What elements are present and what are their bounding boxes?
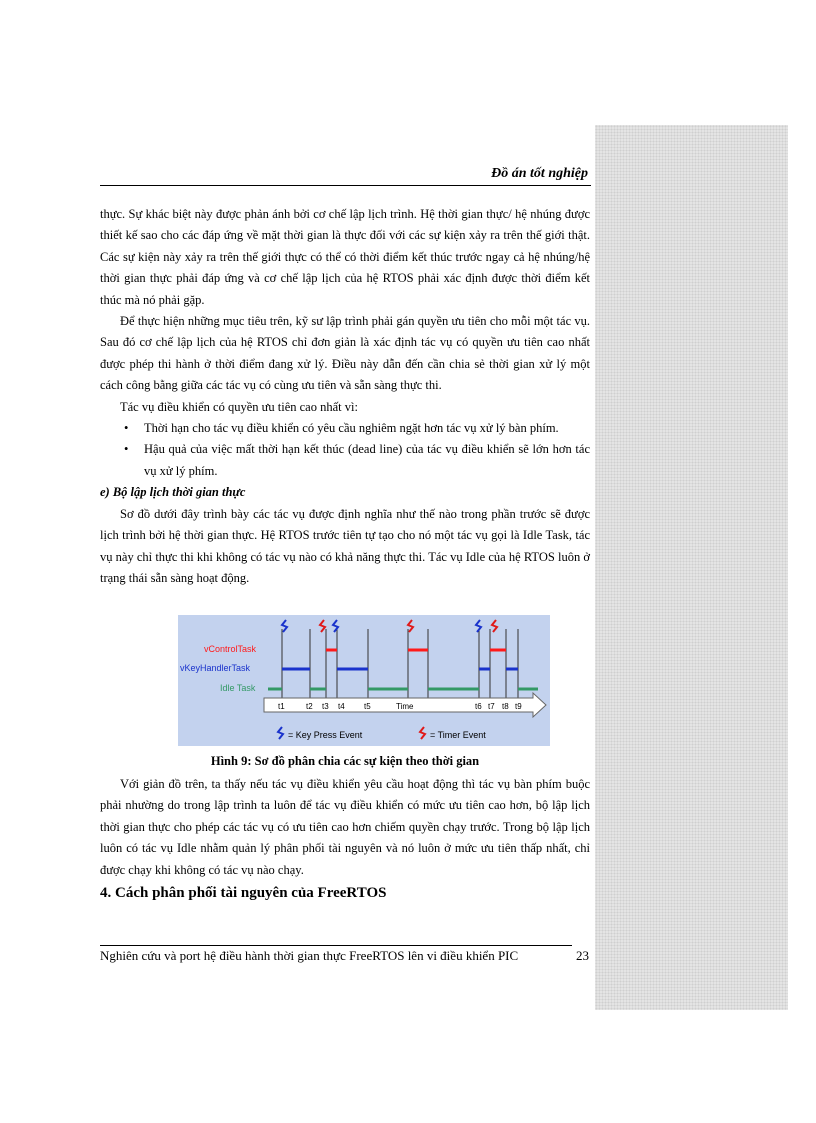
paragraph-3: Tác vụ điều khiển có quyền ưu tiên cao nhất vì: (120, 399, 358, 414)
task-label-key-handler: vKeyHandlerTask (180, 663, 251, 673)
paragraph-1: thực. Sự khác biệt này được phản ánh bởi cơ chế lập lịch trình. Hệ thời gian thực/ hệ nhúng được thiết kế sao cho các đáp ứng về mặt thời gian là thực đối với các sự kiện xảy ra trên thế giới thật. Các sự kiện này xảy ra trên thế giới thực có thể có thời điểm kết thúc trước ngay cả hệ nhúng/hệ thời gian thực phải đáp ứng và cơ chế lập lịch của hệ RTOS phải xác định được thời điểm kết thúc mà nó phải gặp. (100, 207, 590, 307)
timer-event-icon (408, 620, 413, 632)
bullet-list (116, 418, 590, 482)
time-axis-label: Time (396, 702, 414, 711)
section-heading-e: e) Bộ lập lịch thời gian thực (100, 485, 246, 500)
paragraph-4: Sơ đồ dưới đây trình bày các tác vụ được định nghĩa như thế nào trong phần trước sẽ được lịch trình bởi hệ thời gian thực. Hệ RTOS trước tiên tự tạo cho nó một tác vụ gọi là Idle Task, tác vụ này chỉ thực thi khi không có tác vụ nào có khả năng thực thi. Tác vụ Idle của hệ RTOS luôn ở trạng thái sẵn sàng hoạt động. (100, 506, 590, 585)
tick-label: t9 (515, 702, 522, 711)
main-text-2 (100, 774, 590, 881)
comment-margin-panel (595, 125, 788, 1010)
key-press-event-icon (282, 620, 287, 632)
task-label-idle: Idle Task (220, 683, 256, 693)
legend-timer-icon (420, 727, 425, 739)
timeline-diagram (178, 615, 550, 746)
legend-key-icon (278, 727, 283, 739)
figure-caption: Hình 9: Sơ đồ phân chia các sự kiện theo thời gian (210, 754, 480, 768)
footer-text: Nghiên cứu và port hệ điều hành thời gian thực FreeRTOS lên vi điều khiển PIC (100, 948, 519, 963)
bullet-icon: • (124, 442, 129, 457)
timer-event-icon (320, 620, 325, 632)
header-rule (100, 185, 591, 186)
main-text (100, 204, 590, 589)
tick-label: t7 (488, 702, 495, 711)
bullet-item: • Thời hạn cho tác vụ điều khiển có yêu cầu nghiêm ngặt hơn tác vụ xử lý bàn phím. (116, 418, 590, 439)
tick-label: t1 (278, 702, 285, 711)
timer-event-icon (492, 620, 497, 632)
task-label-control: vControlTask (204, 644, 257, 654)
paragraph-2: Để thực hiện những mục tiêu trên, kỹ sư lập trình phải gán quyền ưu tiên cho mỗi một tác vụ. Sau đó cơ chế lập lịch của hệ RTOS chỉ đơn giản là xác định tác vụ có quyền ưu tiên cao nhất được phép thi hành ở thời điểm đang xử lý. Điều này dẫn đến cần chia sẻ thời gian xử lý một cách công bằng giữa các tác vụ có cùng ưu tiên và sẵn sàng thực thi. (100, 314, 590, 393)
tick-label: t5 (364, 702, 371, 711)
key-press-event-icon (476, 620, 481, 632)
bullet-item: • Hậu quả của việc mất thời hạn kết thúc (dead line) của tác vụ điều khiển sẽ lớn hơn tác vụ xử lý phím. (116, 439, 590, 482)
tick-label: t2 (306, 702, 313, 711)
tick-label: t4 (338, 702, 345, 711)
footer-rule (100, 945, 572, 946)
legend-timer-label: = Timer Event (430, 730, 486, 740)
paragraph-5: Với giản đồ trên, ta thấy nếu tác vụ điều khiển yêu cầu hoạt động thì tác vụ bàn phím buộc phải nhường do trong lập trình ta luôn để tác vụ điều khiển có mức ưu tiên cao hơn, bộ lập lịch thời gian thực cho phép các tác vụ có ưu tiên cao hơn chiếm quyền chạy trước. Trong bộ lập lịch luôn có tác vụ Idle nhằm quản lý phân phối tài nguyên và nó luôn ở mức ưu tiên thấp nhất, chỉ được chạy khi không có tác vụ nào chạy. (100, 777, 590, 877)
tick-label: t6 (475, 702, 482, 711)
legend-key-label: = Key Press Event (288, 730, 363, 740)
scheduling-figure (178, 615, 550, 746)
header-title: Đồ án tốt nghiệp (491, 166, 588, 181)
tick-label: t3 (322, 702, 329, 711)
switch-lines (282, 629, 518, 703)
event-markers (282, 620, 497, 632)
bullet-icon: • (124, 421, 129, 436)
page-number: 23 (576, 948, 589, 963)
section-heading-4: 4. Cách phân phối tài nguyên của FreeRTOS (100, 885, 387, 901)
tick-label: t8 (502, 702, 509, 711)
